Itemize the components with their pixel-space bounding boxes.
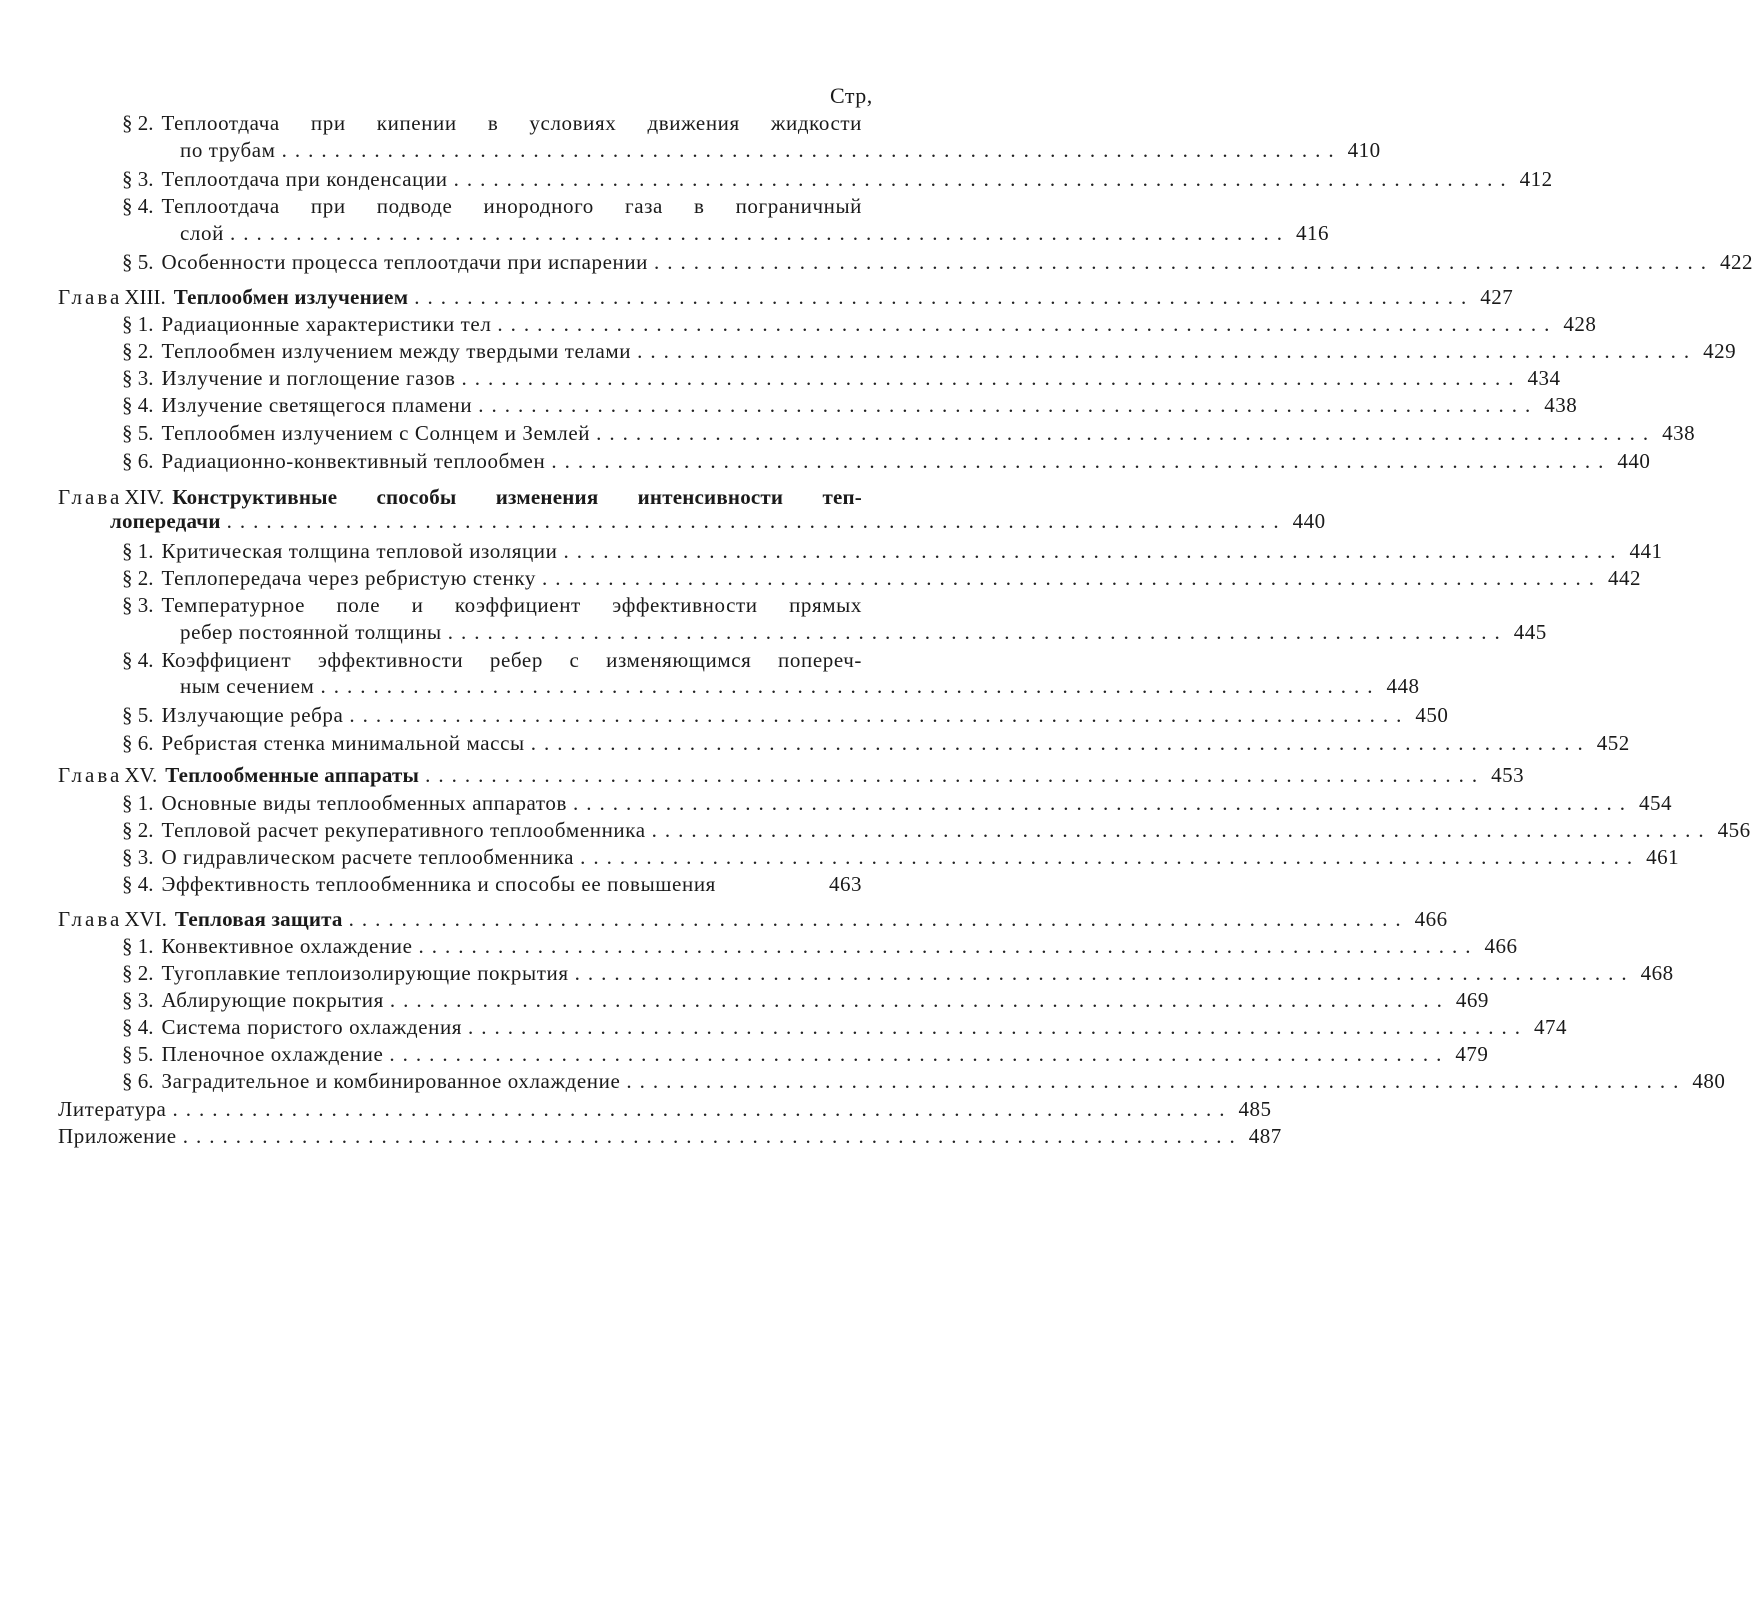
chapter-word: Глава bbox=[58, 485, 123, 509]
toc-section-line bbox=[122, 365, 1561, 392]
dot-leader: ................................................................................ bbox=[551, 449, 1612, 473]
section-number: § 2. bbox=[122, 818, 154, 842]
entry-title: Аблирующие покрытия bbox=[161, 988, 384, 1012]
page-number: 474 bbox=[1534, 1015, 1568, 1039]
toc-chapter-line bbox=[58, 762, 1525, 789]
page-number: 441 bbox=[1629, 539, 1663, 563]
page-number: 480 bbox=[1692, 1069, 1726, 1093]
section-number: § 2. bbox=[122, 961, 154, 985]
page-number: 416 bbox=[1295, 221, 1329, 245]
toc-section-line bbox=[180, 619, 1547, 646]
toc-section-line bbox=[122, 311, 1597, 338]
entry-title: Теплообмен излучением с Солнцем и Землей bbox=[161, 421, 591, 445]
section-number: § 6. bbox=[122, 1069, 154, 1093]
entry-title: по трубам bbox=[180, 138, 276, 162]
toc-chapter-line bbox=[58, 284, 1514, 311]
toc-section-line bbox=[122, 933, 1518, 960]
page-number: 452 bbox=[1596, 731, 1630, 755]
toc-section-line bbox=[122, 448, 1651, 475]
entry-title: Конструктивные способы изменения интенсивности теп- bbox=[172, 485, 862, 509]
entry-title: Радиационные характеристики тел bbox=[161, 312, 492, 336]
dot-leader: ................................................................................ bbox=[453, 167, 1514, 191]
page-number: 454 bbox=[1639, 791, 1673, 815]
dot-leader: ................................................................................ bbox=[425, 763, 1486, 787]
toc-section-line bbox=[122, 592, 862, 619]
page-number: 438 bbox=[1544, 393, 1578, 417]
toc-section-line bbox=[122, 844, 1680, 871]
dot-leader: ................................................................................ bbox=[447, 620, 1508, 644]
page-number: 428 bbox=[1563, 312, 1597, 336]
section-number: § 1. bbox=[122, 934, 154, 958]
page-number: 442 bbox=[1607, 566, 1641, 590]
page-number: 456 bbox=[1717, 818, 1751, 842]
toc-section-line bbox=[180, 220, 1329, 247]
dot-leader: ................................................................................ bbox=[541, 566, 1602, 590]
dot-leader: ................................................................................ bbox=[651, 818, 1712, 842]
toc-section-line bbox=[122, 702, 1449, 729]
section-number: § 3. bbox=[122, 167, 154, 191]
entry-title: Теплообмен излучением между твердыми телами bbox=[161, 339, 632, 363]
toc-section-line bbox=[122, 392, 1578, 419]
page-number: 453 bbox=[1491, 763, 1525, 787]
section-number: § 1. bbox=[122, 539, 154, 563]
entry-title: Эффективность теплообменника и способы ее повышения bbox=[161, 872, 716, 896]
entry-title: Теплоотдача при кипении в условиях движения жидкости bbox=[161, 111, 862, 135]
dot-leader: ................................................................................ bbox=[573, 791, 1634, 815]
entry-title: слой bbox=[180, 221, 224, 245]
toc-section-line bbox=[122, 960, 1674, 987]
entry-title: Заградительное и комбинированное охлаждение bbox=[161, 1069, 621, 1093]
section-number: § 4. bbox=[122, 648, 154, 672]
dot-leader: ................................................................................ bbox=[414, 285, 1475, 309]
entry-title: Основные виды теплообменных аппаратов bbox=[161, 791, 568, 815]
section-number: § 1. bbox=[122, 312, 154, 336]
dot-leader: ................................................................................ bbox=[320, 674, 1381, 698]
page-number: 450 bbox=[1415, 703, 1449, 727]
entry-title: Излучение и поглощение газов bbox=[161, 366, 456, 390]
page-number: 487 bbox=[1248, 1124, 1282, 1148]
section-number: § 6. bbox=[122, 731, 154, 755]
page-number: 445 bbox=[1513, 620, 1547, 644]
entry-title: Теплоотдача при конденсации bbox=[161, 167, 448, 191]
page-number: 429 bbox=[1703, 339, 1737, 363]
entry-title: Теплопередача через ребристую стенку bbox=[161, 566, 536, 590]
dot-leader: ................................................................................ bbox=[654, 250, 1715, 274]
dot-leader: ................................................................................ bbox=[580, 845, 1641, 869]
entry-title: Тепловая защита bbox=[174, 907, 343, 931]
entry-title: Критическая толщина тепловой изоляции bbox=[161, 539, 558, 563]
dot-leader: ................................................................................ bbox=[626, 1069, 1687, 1093]
section-number: § 3. bbox=[122, 988, 154, 1012]
page-number: 479 bbox=[1455, 1042, 1489, 1066]
entry-title: Ребристая стенка минимальной массы bbox=[161, 731, 525, 755]
page-number: 412 bbox=[1519, 167, 1553, 191]
toc-section-line bbox=[122, 1068, 1726, 1095]
toc-section-line bbox=[180, 673, 1420, 700]
dot-leader: ................................................................................ bbox=[229, 221, 1290, 245]
toc-chapter-line bbox=[58, 906, 1448, 933]
page-number: 485 bbox=[1238, 1097, 1272, 1121]
toc-section-line bbox=[122, 166, 1553, 193]
chapter-word: Глава bbox=[58, 763, 123, 787]
dot-leader: ................................................................................ bbox=[563, 539, 1624, 563]
toc-section-line bbox=[122, 420, 1696, 447]
toc-section-line bbox=[110, 508, 1326, 535]
section-number: § 3. bbox=[122, 845, 154, 869]
section-number: § 2. bbox=[122, 111, 154, 135]
entry-title: лопередачи bbox=[110, 509, 221, 533]
entry-title: Радиационно-конвективный теплообмен bbox=[161, 449, 546, 473]
toc-section-line bbox=[122, 110, 862, 137]
section-number: § 2. bbox=[122, 566, 154, 590]
toc-top-entry bbox=[58, 1123, 1282, 1150]
toc-section-line bbox=[122, 987, 1489, 1014]
toc-section-line bbox=[122, 565, 1641, 592]
section-number: § 4. bbox=[122, 1015, 154, 1039]
toc-section-line bbox=[122, 538, 1663, 565]
entry-title: Излучающие ребра bbox=[161, 703, 344, 727]
toc-section-line bbox=[122, 1041, 1489, 1068]
dot-leader: ................................................................................ bbox=[637, 339, 1698, 363]
toc-section-line bbox=[122, 871, 862, 898]
dot-leader: ................................................................................ bbox=[349, 703, 1410, 727]
section-number: § 5. bbox=[122, 250, 154, 274]
entry-title: Тугоплавкие теплоизолирующие покрытия bbox=[161, 961, 569, 985]
dot-leader: ................................................................................ bbox=[389, 988, 1450, 1012]
dot-leader: ................................................................................ bbox=[596, 421, 1657, 445]
chapter-word: Глава bbox=[58, 285, 123, 309]
entry-title: Температурное поле и коэффициент эффективности прямых bbox=[161, 593, 862, 617]
section-number: § 3. bbox=[122, 366, 154, 390]
entry-title: Приложение bbox=[58, 1124, 177, 1148]
section-number: § 2. bbox=[122, 339, 154, 363]
dot-leader: ................................................................................ bbox=[348, 907, 1409, 931]
toc-section-line bbox=[122, 1014, 1568, 1041]
entry-title: Особенности процесса теплоотдачи при испарении bbox=[161, 250, 649, 274]
chapter-word: Глава bbox=[58, 907, 123, 931]
section-number: § 5. bbox=[122, 1042, 154, 1066]
toc-section-line bbox=[122, 338, 1737, 365]
section-number: § 4. bbox=[122, 194, 154, 218]
section-number: § 5. bbox=[122, 703, 154, 727]
toc-chapter-line bbox=[58, 484, 862, 511]
page-number: 466 bbox=[1484, 934, 1518, 958]
entry-title: Литература bbox=[58, 1097, 167, 1121]
chapter-number: XIII. bbox=[124, 285, 166, 309]
section-number: § 5. bbox=[122, 421, 154, 445]
section-number: § 4. bbox=[122, 872, 154, 896]
entry-title: Коэффициент эффективности ребер с изменяющимся попереч- bbox=[161, 648, 862, 672]
entry-title: ребер постоянной толщины bbox=[180, 620, 442, 644]
dot-leader: ................................................................................ bbox=[389, 1042, 1450, 1066]
section-number: § 6. bbox=[122, 449, 154, 473]
entry-title: Пленочное охлаждение bbox=[161, 1042, 384, 1066]
dot-leader: ................................................................................ bbox=[172, 1097, 1233, 1121]
toc-section-line bbox=[122, 647, 862, 674]
page-number: 422 bbox=[1720, 250, 1753, 274]
entry-title: ным сечением bbox=[180, 674, 315, 698]
dot-leader: ................................................................................ bbox=[478, 393, 1539, 417]
dot-leader: ................................................................................ bbox=[497, 312, 1558, 336]
page-number: 461 bbox=[1646, 845, 1680, 869]
toc-section-line bbox=[122, 790, 1673, 817]
section-number: § 3. bbox=[122, 593, 154, 617]
dot-leader: ................................................................................ bbox=[530, 731, 1591, 755]
chapter-number: XIV. bbox=[124, 485, 165, 509]
dot-leader: ................................................................................ bbox=[468, 1015, 1529, 1039]
page-number: 463 bbox=[829, 872, 862, 896]
toc-top-entry bbox=[58, 1096, 1272, 1123]
page-number: 440 bbox=[1617, 449, 1651, 473]
toc-section-line bbox=[122, 193, 862, 220]
section-number: § 1. bbox=[122, 791, 154, 815]
entry-title: Система пористого охлаждения bbox=[161, 1015, 463, 1039]
entry-title: Тепловой расчет рекуперативного теплообменника bbox=[161, 818, 646, 842]
toc-section-line bbox=[122, 249, 1753, 276]
dot-leader: ................................................................................ bbox=[226, 509, 1287, 533]
dot-leader: ................................................................................ bbox=[461, 366, 1522, 390]
page-number: 466 bbox=[1414, 907, 1448, 931]
page-column-header: Стр, bbox=[830, 83, 873, 108]
page-number: 427 bbox=[1480, 285, 1514, 309]
section-number: § 4. bbox=[122, 393, 154, 417]
page-number: 440 bbox=[1292, 509, 1326, 533]
dot-leader: ................................................................................ bbox=[418, 934, 1479, 958]
toc-section-line bbox=[180, 137, 1381, 164]
entry-title: Теплообменные аппараты bbox=[165, 763, 420, 787]
dot-leader: ................................................................................ bbox=[281, 138, 1342, 162]
page-number: 434 bbox=[1527, 366, 1561, 390]
toc-section-line bbox=[122, 817, 1751, 844]
page-number: 448 bbox=[1386, 674, 1420, 698]
entry-title: Теплообмен излучением bbox=[173, 285, 409, 309]
dot-leader: ................................................................................ bbox=[182, 1124, 1243, 1148]
page-number: 438 bbox=[1662, 421, 1696, 445]
chapter-number: XVI. bbox=[124, 907, 167, 931]
page-number: 469 bbox=[1455, 988, 1489, 1012]
page-number: 468 bbox=[1640, 961, 1674, 985]
toc-section-line bbox=[122, 730, 1630, 757]
dot-leader: ................................................................................ bbox=[574, 961, 1635, 985]
page-number: 410 bbox=[1347, 138, 1381, 162]
entry-title: Излучение светящегося пламени bbox=[161, 393, 473, 417]
entry-title: Теплоотдача при подводе инородного газа в пограничный bbox=[161, 194, 862, 218]
entry-title: Конвективное охлаждение bbox=[161, 934, 413, 958]
entry-title: О гидравлическом расчете теплообменника bbox=[161, 845, 575, 869]
chapter-number: XV. bbox=[124, 763, 158, 787]
